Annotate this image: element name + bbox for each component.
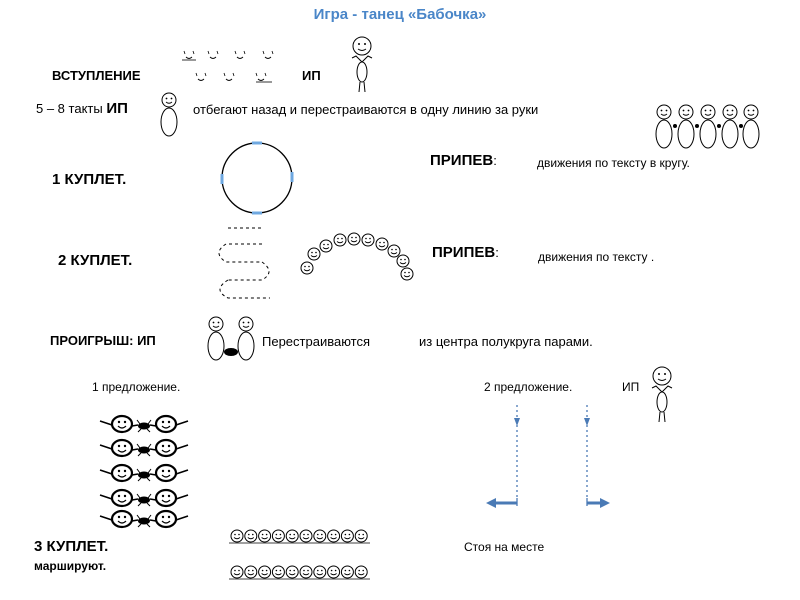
marching-dancer [355, 566, 367, 578]
marching-dancer [245, 530, 257, 542]
marching-dancer [245, 566, 257, 578]
circle-formation [222, 143, 292, 213]
marching-dancer [272, 566, 284, 578]
interlude-label: ПРОИГРЫШ: ИП [50, 333, 156, 348]
marching-dancer [300, 530, 312, 542]
chorus1-text: движения по тексту в кругу. [537, 156, 690, 170]
chorus2-label: ПРИПЕВ [432, 244, 496, 261]
marching-dancer [272, 530, 284, 542]
marching-dancer [341, 530, 353, 542]
bars-count: 5 – 8 такты [36, 101, 107, 116]
chorus2-text: движения по тексту . [538, 250, 655, 264]
marching-dancer [328, 530, 340, 542]
serpentine-path [219, 228, 270, 298]
marching-dancer [341, 566, 353, 578]
chorus1-label: ПРИПЕВ [430, 152, 494, 169]
marching-dancer [231, 566, 243, 578]
line-of-dancers [656, 105, 759, 148]
intro-ip: ИП [302, 68, 321, 83]
marching-dancer [314, 566, 326, 578]
bars-ip: ИП [106, 100, 128, 117]
intro-dancers [182, 51, 273, 82]
marching-dancer [355, 530, 367, 542]
marching-dancer [286, 530, 298, 542]
interlude-text2: из центра полукруга парами. [419, 334, 593, 349]
leader-figure-sentence2 [652, 367, 672, 422]
marching-rows [229, 530, 370, 579]
marching-dancer [314, 530, 326, 542]
marching-dancer [259, 566, 271, 578]
page-title: Игра - танец «Бабочка» [313, 6, 487, 23]
sentence2-label: 2 предложение. [484, 380, 573, 394]
standing-text: Стоя на месте [464, 540, 545, 554]
interlude-pair [208, 317, 254, 360]
arc-of-dancers [301, 233, 413, 280]
column-arrows [486, 405, 610, 508]
bars-text: отбегают назад и перестраиваются в одну линию за руки [193, 102, 539, 117]
verse2-label: 2 КУПЛЕТ. [58, 252, 133, 269]
intro-label: ВСТУПЛЕНИЕ [52, 68, 141, 83]
chorus1-colon: : [493, 153, 497, 168]
marching-dancer [328, 566, 340, 578]
marching-dancer [286, 566, 298, 578]
verse3-sub: маршируют. [34, 559, 107, 573]
sentence1: 1 предложение. [92, 380, 181, 394]
chorus2-colon: : [495, 245, 499, 260]
marching-dancer [259, 530, 271, 542]
interlude-text1: Перестраиваются [262, 334, 371, 349]
leader-figure-intro [352, 37, 372, 92]
marching-dancer [231, 530, 243, 542]
butterfly-pairs [100, 416, 188, 527]
verse1-label: 1 КУПЛЕТ. [52, 171, 127, 188]
verse3-label: 3 КУПЛЕТ. [34, 538, 109, 555]
leader-figure-bars [161, 93, 177, 136]
marching-dancer [300, 566, 312, 578]
sentence2-ip: ИП [622, 380, 640, 394]
